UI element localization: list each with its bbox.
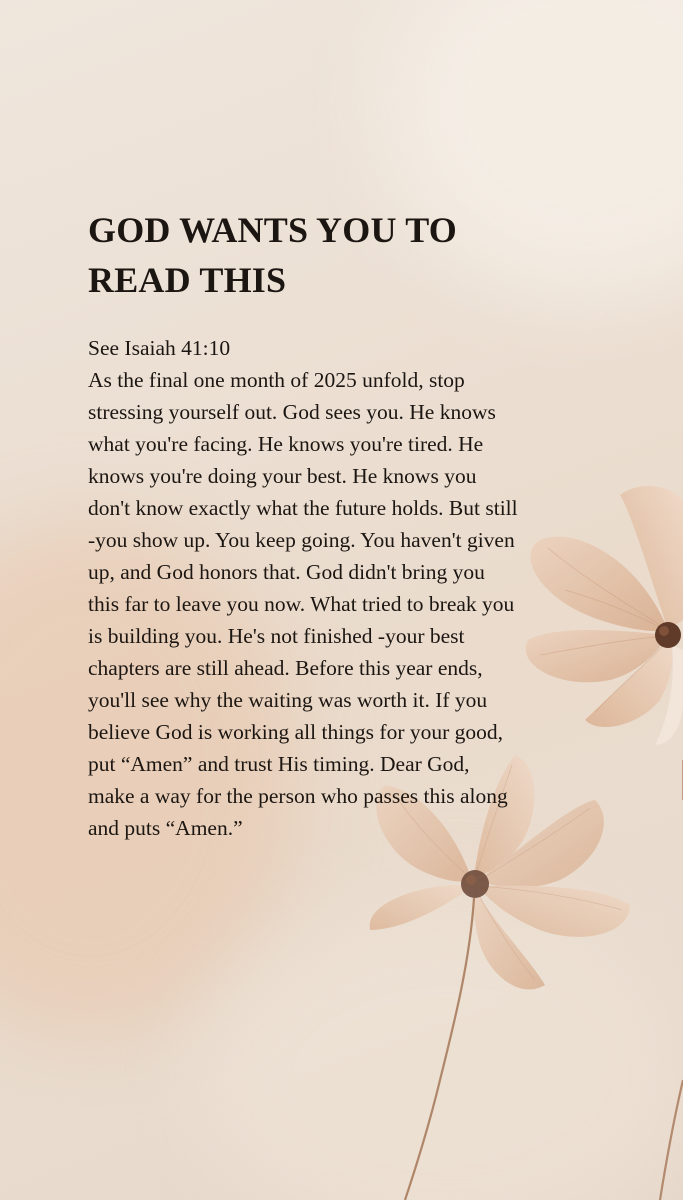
post-content <box>88 205 528 844</box>
scripture-reference: See Isaiah 41:10 <box>88 336 231 360</box>
flower-stem <box>660 1080 683 1200</box>
flower-upper <box>526 486 683 745</box>
post-title <box>88 205 528 305</box>
title-line-1: GOD WANTS YOU TO <box>88 210 457 250</box>
flower-stem <box>405 898 474 1200</box>
post-body: As the final one month of 2025 unfold, stop stressing yourself out. God sees you. He knows what you're facing. He knows you're tired. He knows you're doing your best. He knows you don't know exactly what the future holds. But still -you show up. You keep going. You haven't given up, and God honors that. God didn't bring you this far to leave you now. What tried to break you is building you. He's not finished -your best chapters are still ahead. Before this year ends, you'll see why the waiting was worth it. If you believe God is working all things for your good, put “Amen” and trust His timing. Dear God, make a way for the person who passes this along and puts “Amen.” <box>88 368 518 840</box>
title-line-2: READ THIS <box>88 260 287 300</box>
